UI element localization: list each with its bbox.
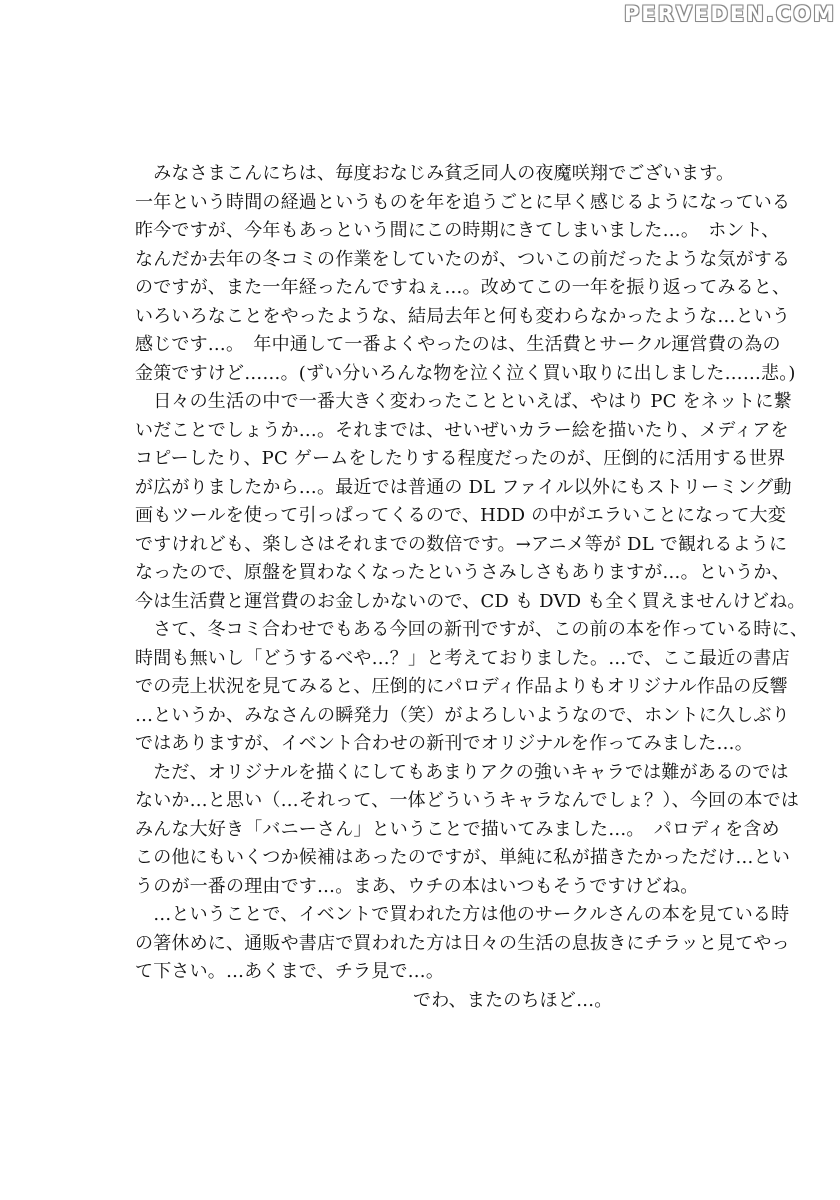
text-line: が広がりましたから…。最近では普通の DL ファイル以外にもストリーミング動 (135, 476, 792, 498)
text-line: 一年という時間の経過というものを年を追うごとに早く感じるようになっている (135, 191, 791, 213)
text-line: …ということで、イベントで買われた方は他のサークルさんの本を見ている時 (135, 904, 790, 925)
text-line: さて、冬コミ合わせでもある今回の新刊ですが、この前の本を作っている時に、 (135, 619, 809, 640)
text-line: いだことでしょうか…。それまでは、せいぜいカラー絵を描いたり、メディアを (135, 419, 789, 441)
text-line: 画もツールを使って引っぱってくるので、HDD の中がエラいことになって大変 (135, 505, 786, 526)
text-line: ではありますが、イベント合わせの新刊でオリジナルを作ってみました…。 (135, 733, 753, 754)
text-line: うのが一番の理由です…。まあ、ウチの本はいつもそうですけどね。 (135, 875, 699, 897)
text-line: 日々の生活の中で一番大きく変わったことといえば、やはり PC をネットに繋 (135, 391, 792, 412)
text-line: て下さい。…あくまで、チラ見で…。 (135, 961, 445, 982)
closing-line: でわ、またのちほど…。 (413, 989, 613, 1011)
text-line: のですが、また一年経ったんですねぇ…。改めてこの一年を振り返ってみると、 (135, 277, 791, 298)
text-line: …というか、みなさんの瞬発力（笑）がよろしいようなので、ホントに久しぶり (135, 704, 790, 726)
text-line: なんだか去年の冬コミの作業をしていたのが、ついこの前だったような気がする (135, 248, 791, 270)
text-line: ないか…と思い（…それって、一体どういうキャラなんでしょ？）、今回の本では (135, 790, 800, 811)
text-line: みなさまこんにちは、毎度おなじみ貧乏同人の夜魔咲翔でございます。 (135, 163, 735, 184)
text-line: 金策ですけど……。(ずい分いろんな物を泣く泣く買い取りに出しました……悲。) (135, 362, 796, 384)
afterword-text (135, 160, 809, 1015)
text-line: での売上状況を見てみると、圧倒的にパロディ作品よりもオリジナル作品の反響 (135, 676, 788, 697)
text-line: 昨今ですが、今年もあっという間にこの時期にきてしまいました…。 ホント、 (135, 220, 780, 241)
text-line: みんな大好き「バニーさん」ということで描いてみました…。 パロディを含め (135, 818, 780, 840)
text-line: ただ、オリジナルを描くにしてもあまりアクの強いキャラでは難があるのでは (135, 761, 789, 783)
text-line: この他にもいくつか候補はあったのですが、単純に私が描きたかっただけ…とい (135, 847, 791, 868)
site-watermark: PERVEDEN.COM (624, 2, 836, 26)
text-line: いろいろなことをやったような、結局去年と何も変わらなかったような…という (135, 305, 791, 327)
text-line: 時間も無いし「どうするべや…？」と考えておりました。…で、ここ最近の書店 (135, 647, 790, 669)
text-line: なったので、原盤を買わなくなったというさみしさもありますが…。というか、 (135, 562, 790, 583)
text-line: コピーしたり、PC ゲームをしたりする程度だったのが、圧倒的に活用する世界 (135, 448, 786, 469)
text-line: 今は生活費と運営費のお金しかないので、CD も DVD も全く買えませんけどね。 (135, 590, 806, 612)
text-line: 感じです…。 年中通して一番よくやったのは、生活費とサークル運営費の為の (135, 334, 781, 355)
text-line: ですけれども、楽しさはそれまでの数倍です。→アニメ等が DL で観れるように (135, 533, 788, 555)
text-line: の箸休めに、通販や書店で買われた方は日々の生活の息抜きにチラッと見てやっ (135, 932, 790, 954)
